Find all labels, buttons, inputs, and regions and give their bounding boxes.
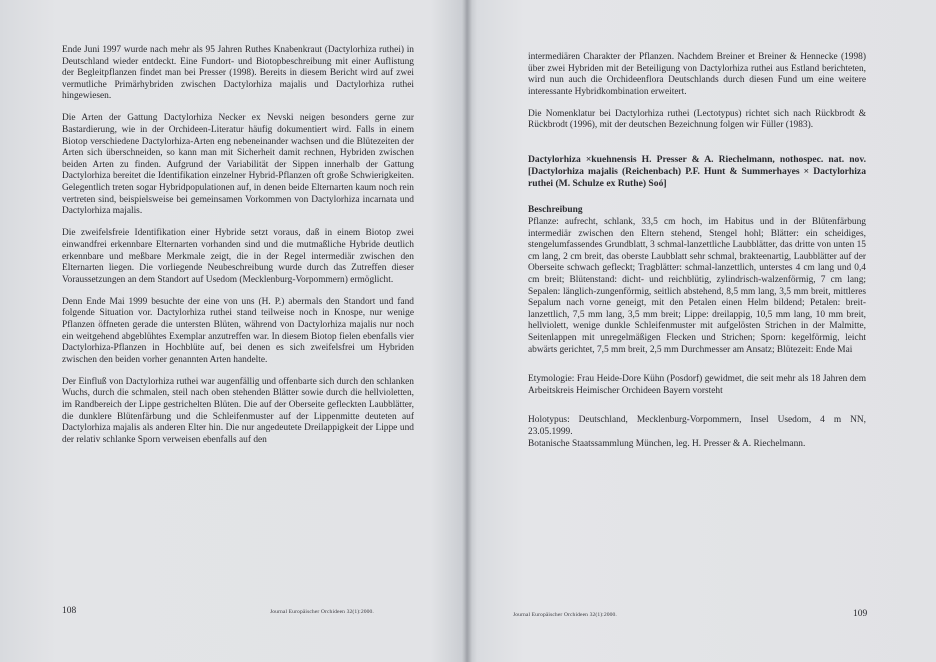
paragraph: intermediären Charakter der Pflanzen. Nachdem Breiner et Breiner & Hennecke (1998) über zwei Hybriden mit der Beteiligung von Dactylorhiza ruthei aus Estland berichteten, wird nun auch die Orchideenflora Deutschlands durch diesen Fund um eine weitere interessante Hybridkombination erweitert.: [528, 52, 866, 97]
paragraph: Die zweifelsfreie Identifikation einer Hybride setzt voraus, daß in einem Biotop zwei einwandfrei erkennbare Elternarten vorhanden sind und die mutmaßliche Hybride deutlich erkennbare und meßbare Merkmale zeigt, die in der Regel intermediär zwischen den Elternarten liegen. Die vorliegende Neubeschreibung wurde durch das Zutreffen dieser Voraussetzungen an dem Standort auf Usedom (Mecklenburg-Vorpommern) ermöglicht.: [62, 228, 414, 285]
etymology-paragraph: Etymologie: Frau Heide-Dore Kühn (Posdorf) gewidmet, die seit mehr als 18 Jahren dem Arbeitskreis Heimischer Orchideen Bayern vorsteht: [528, 374, 866, 396]
right-text-column: [528, 52, 866, 461]
paragraph: Denn Ende Mai 1999 besuchte der eine von uns (H. P.) abermals den Standort und fand folgende Situation vor. Dactylorhiza ruthei stand teilweise noch in Knospe, nur wenige Pflanzen öffneten gerade die untersten Blüten, während von Dactylorhiza majalis nur noch ein weitgehend abgeblühtes Exemplar anzutreffen war. In diesem Biotop fielen ebenfalls vier Dactylorhiza-Pflanzen in Hochblüte auf, bei denen es sich zweifelsfrei um Hybriden zwischen den beiden vorher genannten Arten handelte.: [62, 296, 414, 365]
paragraph: Die Nomenklatur bei Dactylorhiza ruthei (Lectotypus) richtet sich nach Rückbrodt & Rückbrodt (1996), mit der deutschen Bezeichnung folgen wir Füller (1983).: [528, 108, 866, 131]
section-heading: Beschreibung: [528, 205, 583, 216]
left-text-column: [62, 45, 414, 457]
page-number: 109: [853, 609, 868, 619]
right-page: [470, 0, 936, 662]
holotype-paragraph: Holotypus: Deutschland, Mecklenburg-Vorpommern, Insel Usedom, 4 m NN, 23.05.1999.: [528, 415, 866, 437]
species-title: Dactylorhiza ×kuehnensis H. Presser & A. Riechelmann, nothospec. nat. nov. [Dactylorhiza majalis (Reichenbach) P.F. Hunt & Summerhayes × Dactylorhiza ruthei (M. Schulze ex Ruthe) Soó]: [528, 154, 866, 189]
page-number: 108: [62, 606, 77, 616]
paragraph: Die Arten der Gattung Dactylorhiza Necker ex Nevski neigen besonders gerne zur Bastardierung, wie in der Orchideen-Literatur häufig dokumentiert wird. Falls in einem Biotop verschiedene Dactylorhiza-Arten eng nebeneinander wachsen und die Blütezeiten der Arten sich überschneiden, so kann man mit Sicherheit damit rechnen, Hybriden zwischen beiden Arten zu finden. Aufgrund der Variabilität der Sippen innerhalb der Gattung Dactylorhiza bereitet die Identifikation einzelner Hybrid-Pflanzen oft große Schwierigkeiten. Gelegentlich treten sogar Hybridpopulationen auf, in denen beide Elternarten kaum noch rein vertreten sind, beispielsweise bei gemeinsamen Vorkommen von Dactylorhiza incarnata und Dactylorhiza majalis.: [62, 113, 414, 217]
running-footer: Journal Europäischer Orchideen 32(1):2000.: [270, 609, 374, 615]
paragraph: Der Einfluß von Dactylorhiza ruthei war augenfällig und offenbarte sich durch den schlanken Wuchs, durch die schmalen, steil nach oben stehenden Blätter sowie durch die hellvioletten, im Randbereich der Lippe gestrichelten Blüten. Die auf der Oberseite gefleckten Laubblätter, die dunklere Blütenfärbung und die Schleifenmuster auf der Lippenmitte deuteten auf Dactylorhiza majalis als anderen Elter hin. Die nur angedeutete Dreilappigkeit der Lippe und der relativ schlanke Sporn verweisen ebenfalls auf den: [62, 376, 414, 445]
description-paragraph: Pflanze: aufrecht, schlank, 33,5 cm hoch, im Habitus und in der Blütenfärbung intermediär zwischen den Eltern stehend, Stengel hohl; Blätter: ein scheidiges, stengelumfassendes Grundblatt, 3 schmal-lanzettliche Laubblätter, das dritte von unten 15 cm lang, 2 cm breit, das oberste Laubblatt sehr schmal, brakteenartig, Laubblätter auf der Oberseite schwach gefleckt; Tragblätter: schmal-lanzettlich, unterstes 4 cm lang und 0,4 cm breit; Blütenstand: dicht- und reichblütig, zylindrisch-walzenförmig, 7 cm lang; Sepalen: länglich-zungenförmig, seitlich abstehend, 8,5 mm lang, 3,5 mm breit, mittleres Sepalum nach vorne geneigt, mit den Petalen einen Helm bildend; Petalen: breit-lanzettlich, 7,5 mm lang, 3,5 mm breit; Lippe: dreilappig, 10,5 mm lang, 10 mm breit, hellviolett, wenige dunkle Schleifenmuster mit aufgelösten Strichen in der Malmitte, Seitenlappen mit unregelmäßigen Flecken und Strichen; Sporn: kegelförmig, leicht abwärts gerichtet, 7,5 mm breit, 2,5 mm Durchmesser am Ansatz; Blütezeit: Ende Mai: [528, 217, 866, 355]
left-page: [0, 0, 466, 662]
running-footer: Journal Europäischer Orchideen 32(1):2000.: [513, 612, 617, 618]
paragraph: Ende Juni 1997 wurde nach mehr als 95 Jahren Ruthes Knabenkraut (Dactylorhiza ruthei) in Deutschland wieder entdeckt. Eine Fundort- und Biotopbeschreibung mit einer Auflistung der Begleitpflanzen findet man bei Presser (1998). Bereits in diesem Bericht wird auf zwei vermutliche Primärhybriden zwischen Dactylorhiza majalis und Dactylorhiza ruthei hingewiesen.: [62, 45, 414, 102]
holotype-collection: Botanische Staatssammlung München, leg. H. Presser & A. Riechelmann.: [528, 438, 806, 449]
